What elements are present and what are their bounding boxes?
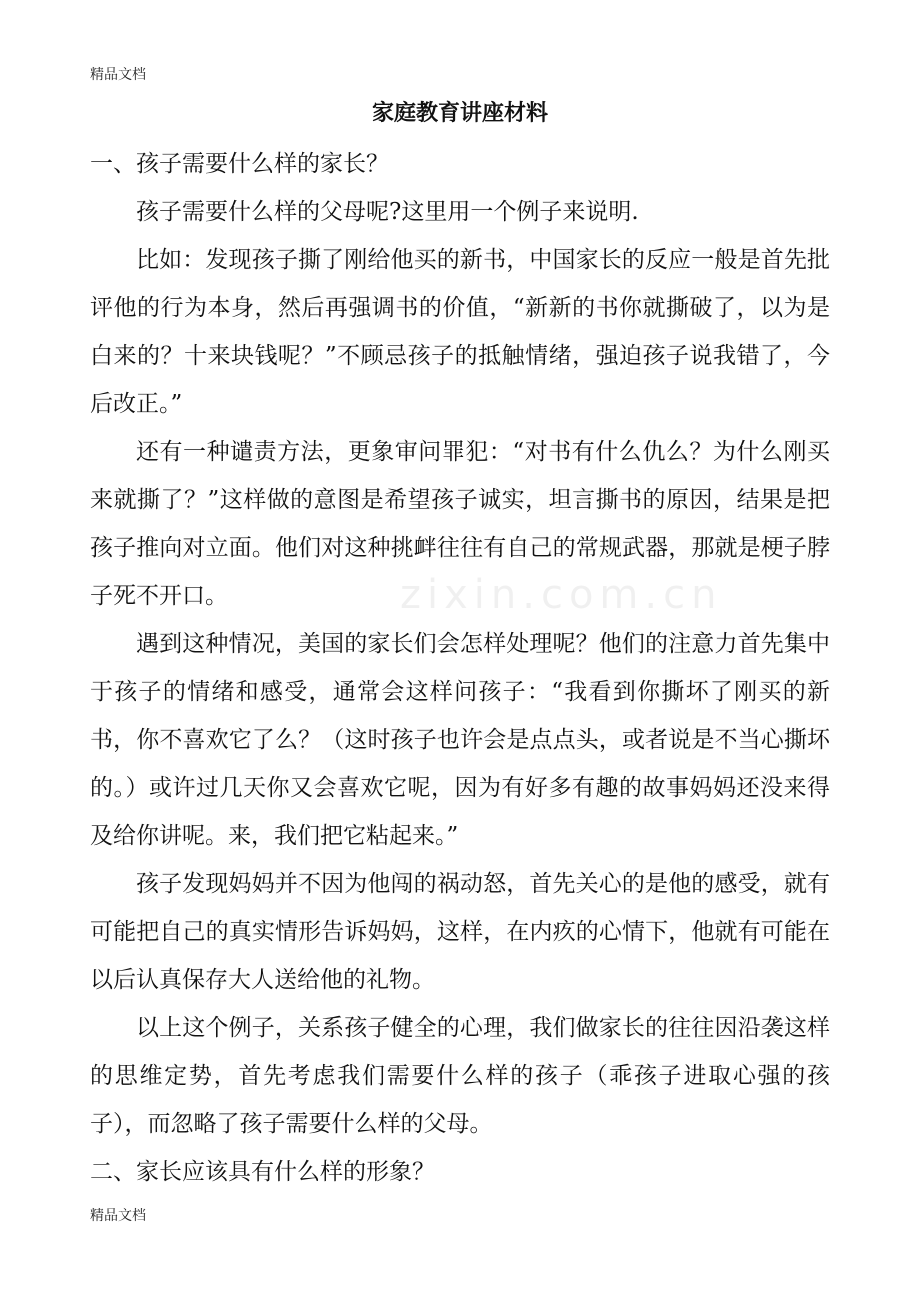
paragraph-6: 以上这个例子，关系孩子健全的心理，我们做家长的往往因沿袭这样的思维定势，首先考虑我们需要什么样的孩子（乖孩子进取心强的孩子），而忽略了孩子需要什么样的父母。 xyxy=(90,1015,830,1137)
paragraph-3: 还有一种谴责方法，更象审问罪犯：“对书有什么仇么？为什么刚买来就撕了？”这样做的意图是希望孩子诚实，坦言撕书的原因，结果是把孩子推向对立面。他们对这种挑衅往往有自己的常规武器，那就是梗子脖子死不开口。 xyxy=(90,439,830,609)
section-heading-1: 一、孩子需要什么样的家长？ xyxy=(90,151,389,177)
paragraph-5: 孩子发现妈妈并不因为他闯的祸动怒，首先关心的是他的感受，就有可能把自己的真实情形告诉妈妈，这样，在内疚的心情下，他就有可能在以后认真保存大人送给他的礼物。 xyxy=(90,871,830,993)
watermark: zixin.com.cn xyxy=(400,572,723,618)
header-mark: 精品文档 xyxy=(90,67,146,83)
document-title: 家庭教育讲座材料 xyxy=(371,101,548,126)
paragraph-2: 比如：发现孩子撕了刚给他买的新书，中国家长的反应一般是首先批评他的行为本身，然后再强调书的价值，“新新的书你就撕破了，以为是白来的？十来块钱呢？”不顾忌孩子的抵触情绪，强迫孩子说我错了，今后改正。” xyxy=(90,247,830,417)
paragraph-1: 孩子需要什么样的父母呢?这里用一个例子来说明. xyxy=(136,199,639,225)
section-heading-2: 二、家长应该具有什么样的形象？ xyxy=(90,1159,435,1185)
footer-mark: 精品文档 xyxy=(90,1208,146,1224)
document-body xyxy=(90,140,830,1196)
paragraph-4: 遇到这种情况，美国的家长们会怎样处理呢？他们的注意力首先集中于孩子的情绪和感受，通常会这样问孩子：“我看到你撕坏了刚买的新书，你不喜欢它了么？（这时孩子也许会是点点头，或者说是不当心撕坏的。）或许过几天你又会喜欢它呢，因为有好多有趣的故事妈妈还没来得及给你讲呢。来，我们把它粘起来。” xyxy=(90,631,830,849)
